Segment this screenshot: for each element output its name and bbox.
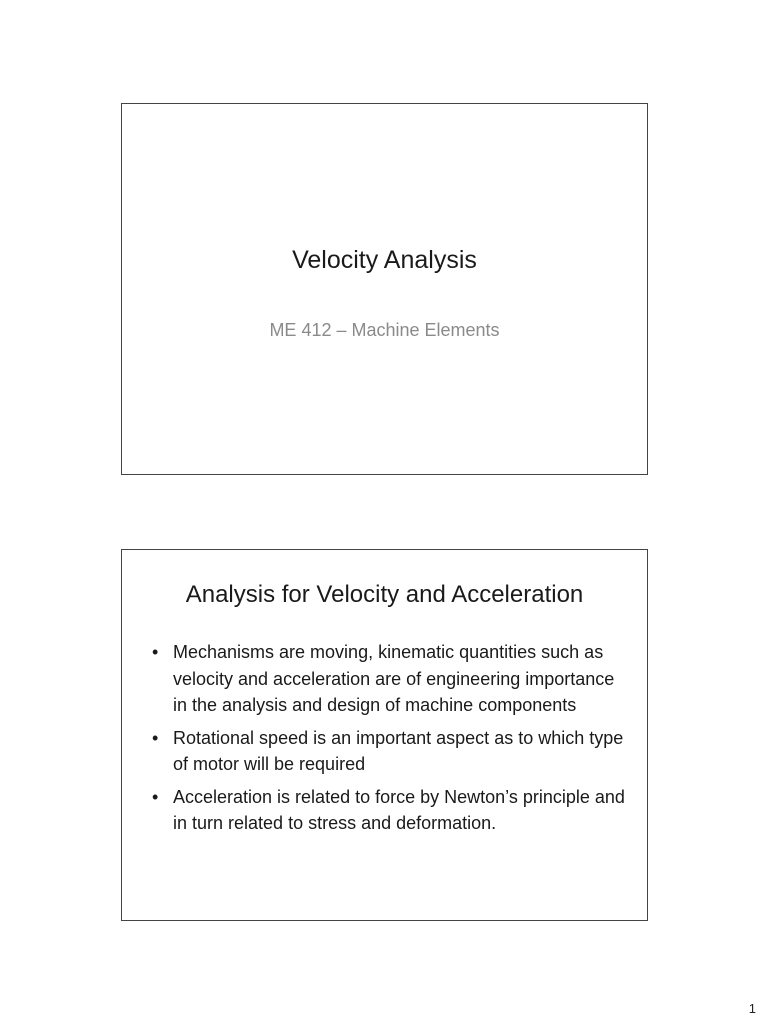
bullet-icon: • <box>152 786 159 807</box>
bullet-text: Acceleration is related to force by Newton’s principle and in turn related to stress and deformation. <box>173 786 625 833</box>
slide-1-title: Velocity Analysis <box>292 246 477 274</box>
slide-2-title: Analysis for Velocity and Acceleration <box>185 581 584 608</box>
page-number: 1 <box>748 1001 756 1016</box>
bullet-item <box>152 725 625 778</box>
slide-2 <box>121 549 648 921</box>
bullet-item <box>152 784 625 837</box>
slide-1 <box>121 103 648 475</box>
slide-2-bullet-list <box>152 639 625 843</box>
slide-1-subtitle: ME 412 – Machine Elements <box>269 320 500 340</box>
bullet-icon: • <box>152 727 159 748</box>
bullet-icon: • <box>152 642 159 662</box>
bullet-text: Rotational speed is an important aspect as to which type of motor will be required <box>173 727 624 774</box>
bullet-item <box>152 639 625 719</box>
bullet-text: Mechanisms are moving, kinematic quantities such as velocity and acceleration are of engineering importance in the analysis and design of machine components <box>173 642 615 715</box>
